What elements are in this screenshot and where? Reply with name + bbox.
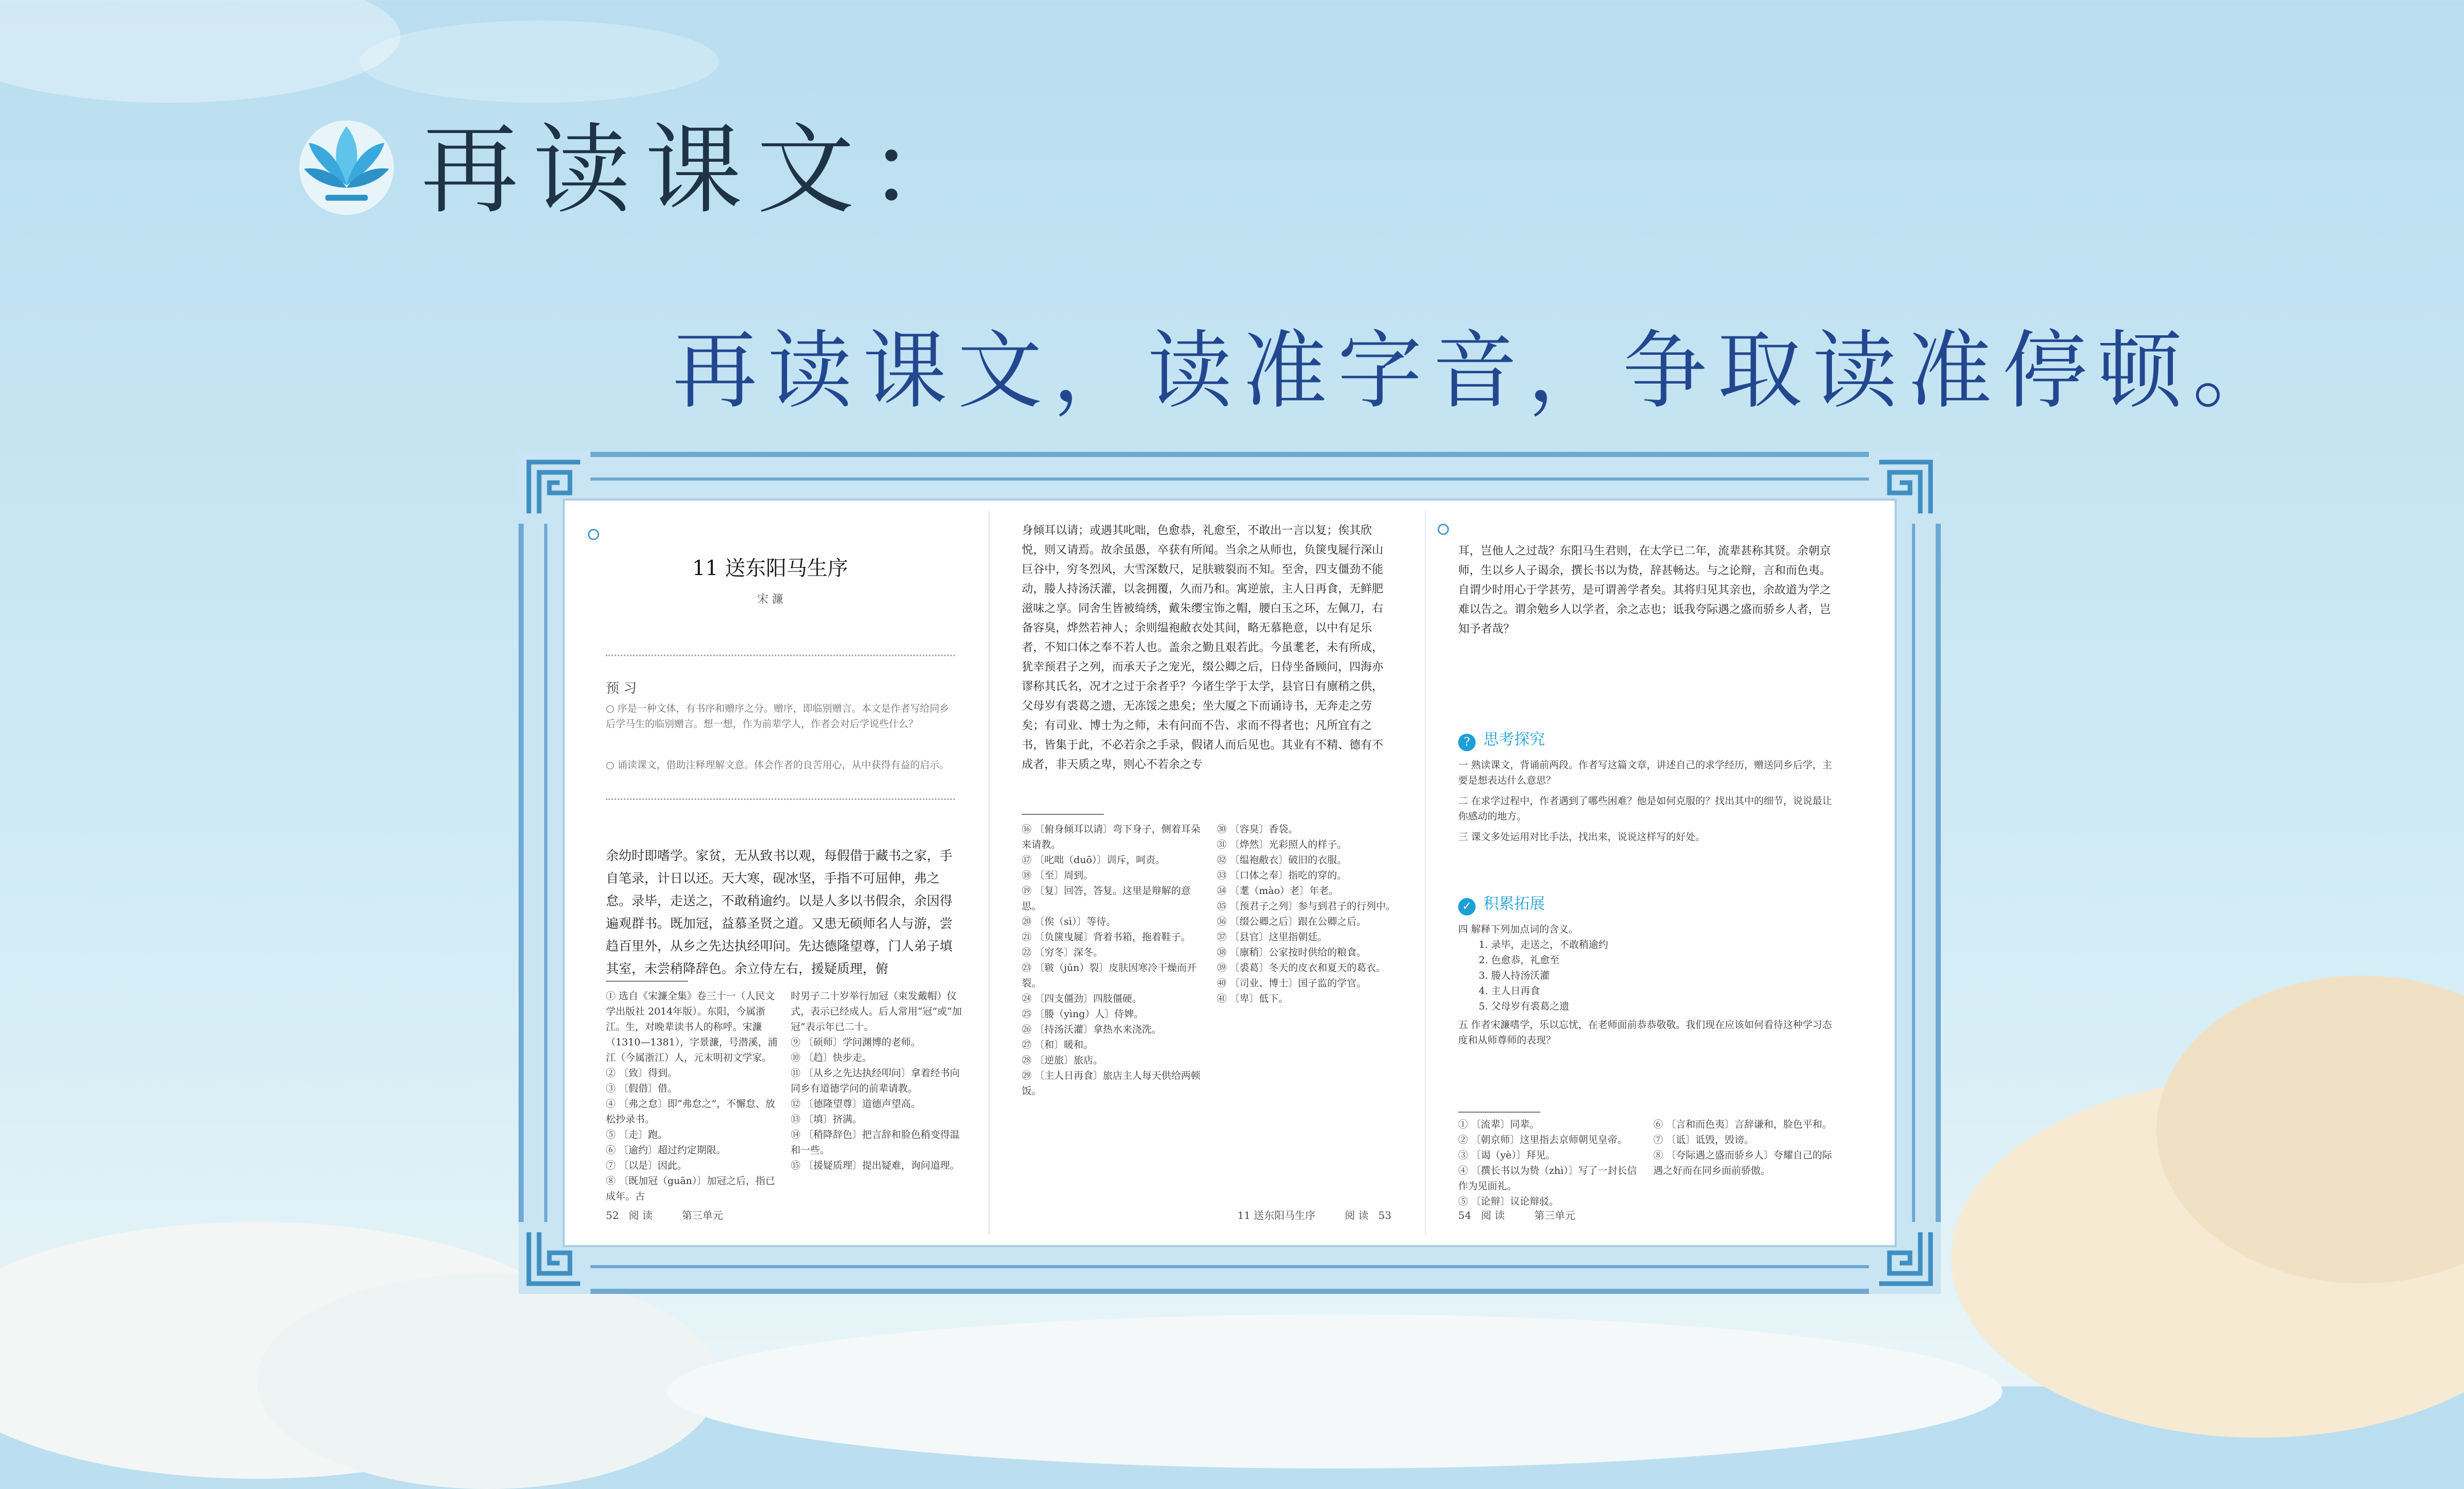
footnote: ㊲ 〔县官〕这里指朝廷。 bbox=[1217, 931, 1328, 943]
footer-read: 阅 读 bbox=[1345, 1209, 1369, 1221]
exercise-item: 4. 主人日再食 bbox=[1479, 985, 1540, 997]
footnote-rule bbox=[606, 981, 688, 982]
lotus-icon bbox=[288, 103, 406, 221]
page-footer bbox=[1458, 1207, 1575, 1222]
footer-label: 阅 读 bbox=[628, 1209, 653, 1221]
page-footer bbox=[1237, 1207, 1391, 1222]
footnote: ⑧ 〔既加冠（guān）〕加冠之后，指已成年。古 bbox=[606, 1175, 775, 1202]
footnote: ㊶ 〔卑〕低下。 bbox=[1217, 993, 1289, 1004]
exercise-item: 3. 媵人持汤沃灌 bbox=[1479, 970, 1550, 981]
leaf-icon: ✓ bbox=[1458, 898, 1476, 915]
footnote: ⑤ 〔论辩〕议论辩驳。 bbox=[1458, 1196, 1559, 1207]
page-52 bbox=[565, 501, 976, 1245]
footnote: ⑳ 〔俟（sì）〕等待。 bbox=[1022, 916, 1116, 927]
footnote: ㉕ 〔媵（yìng）人〕侍婢。 bbox=[1022, 1008, 1144, 1020]
exercise-item: 1. 录毕，走送之，不敢稍逾约 bbox=[1479, 939, 1609, 950]
page-53 bbox=[1001, 501, 1412, 1245]
page-gutter bbox=[1425, 511, 1426, 1235]
divider bbox=[606, 798, 955, 800]
think-items bbox=[1458, 757, 1833, 845]
footnote: ⑧ 〔夸际遇之盛而骄乡人〕夸耀自己的际遇之好而在同乡面前骄傲。 bbox=[1653, 1150, 1832, 1176]
preview-heading: 预 习 bbox=[606, 681, 637, 696]
footnote: ① 〔流辈〕同辈。 bbox=[1458, 1119, 1540, 1130]
footnote: ㉔ 〔四支僵劲〕四肢僵硬。 bbox=[1022, 993, 1142, 1004]
footnote: ⑪ 〔从乡之先达执经叩问〕拿着经书向同乡有道德学问的前辈请教。 bbox=[791, 1067, 960, 1094]
question-item: 三 课文多处运用对比手法，找出来，说说这样写的好处。 bbox=[1458, 831, 1706, 843]
footnote: ⑨ 〔硕师〕学问渊博的老师。 bbox=[791, 1037, 921, 1048]
page-footer bbox=[606, 1207, 723, 1222]
textbook-spread bbox=[565, 501, 1895, 1245]
footnote: ② 〔朝京师〕这里指去京师朝见皇帝。 bbox=[1458, 1134, 1628, 1146]
exercise-item: 5. 父母岁有裘葛之遗 bbox=[1479, 1001, 1570, 1012]
footnote: ⑦ 〔以是〕因此。 bbox=[606, 1160, 687, 1171]
footnote: ㉜ 〔缊袍敝衣〕破旧的衣服。 bbox=[1217, 854, 1347, 866]
footnote: ⑯ 〔俯身倾耳以请〕弯下身子，侧着耳朵来请教。 bbox=[1022, 824, 1201, 850]
page-number: 54 bbox=[1458, 1209, 1472, 1221]
footnote: ⑲ 〔复〕回答，答复。这里是辩解的意思。 bbox=[1022, 885, 1191, 912]
footnotes-mid-2 bbox=[1217, 822, 1402, 1006]
accum-heading-text: 积累拓展 bbox=[1483, 895, 1545, 913]
footnote: ⑭ 〔稍降辞色〕把言辞和脸色稍变得温和一些。 bbox=[791, 1129, 960, 1156]
slide-title: 再读课文： bbox=[421, 113, 981, 227]
footnote: ① 选自《宋濂全集》卷三十一（人民文学出版社 2014年版）。东阳，今属浙江。生，对晚辈读书人的称呼。宋濂（1310—1381），字景濂，号潜溪，浦江（今属浙江）人，元末明初文学家。 bbox=[606, 990, 778, 1063]
footnote: ④ 〔弗之怠〕即“弗怠之”，不懈怠、放松抄录书。 bbox=[606, 1098, 775, 1125]
footer-unit: 第三单元 bbox=[682, 1209, 723, 1221]
footnote: ⑫ 〔德隆望尊〕道德声望高。 bbox=[791, 1098, 921, 1110]
footnote: ㊵ 〔司业、博士〕国子监的学官。 bbox=[1217, 978, 1367, 989]
footnotes-left-2 bbox=[791, 988, 965, 1173]
chapter-title: 11 送东阳马生序 bbox=[692, 557, 848, 580]
footnote: ⑦ 〔诋〕诋毁，毁谤。 bbox=[1653, 1134, 1754, 1146]
footer-label: 阅 读 bbox=[1481, 1209, 1505, 1221]
footnote: ③ 〔假借〕借。 bbox=[606, 1083, 678, 1094]
footnotes-mid bbox=[1022, 822, 1207, 1099]
preview-text-1: ○ 序是一种文体，有书序和赠序之分。赠序，即临别赠言。本文是作者写给同乡后学马生的临别赠言。想一想，作为前辈学人，作者会对后学说些什么？ bbox=[606, 703, 949, 730]
think-heading-text: 思考探究 bbox=[1483, 731, 1545, 749]
footnote: ㉖ 〔持汤沃灌〕拿热水来浇洗。 bbox=[1022, 1024, 1162, 1035]
footnote: ㉙ 〔主人日再食〕旅店主人每天供给两顿饭。 bbox=[1022, 1070, 1201, 1097]
footnote: ③ 〔谒（yè）〕拜见。 bbox=[1458, 1150, 1556, 1161]
question-icon: ? bbox=[1458, 734, 1476, 751]
footnote-rule bbox=[1022, 814, 1104, 815]
accum-section-heading bbox=[1458, 891, 1545, 915]
footnote: ㉓ 〔皲（jūn）裂〕皮肤因寒冷干燥而开裂。 bbox=[1022, 962, 1197, 989]
page-marker-icon bbox=[1438, 524, 1449, 535]
footnote: ㉞ 〔耄（mào）老〕年老。 bbox=[1217, 885, 1339, 896]
footnote: ㉛ 〔烨然〕光彩照人的样子。 bbox=[1217, 839, 1347, 850]
background-cloud-top-mid bbox=[359, 21, 719, 103]
preview-text-2: ○ 诵读课文，借助注释理解文意。体会作者的良苦用心，从中获得有益的启示。 bbox=[606, 759, 949, 771]
footer-unit: 第三单元 bbox=[1534, 1209, 1576, 1221]
footnote: ⑤ 〔走〕跑。 bbox=[606, 1129, 668, 1140]
page-gutter bbox=[988, 511, 990, 1235]
footnote: ㉑ 〔负箧曳屣〕背着书箱，拖着鞋子。 bbox=[1022, 931, 1191, 943]
footnote: ㉝ 〔口体之奉〕指吃的穿的。 bbox=[1217, 870, 1347, 881]
author-name: 宋 濂 bbox=[757, 593, 784, 606]
think-section-heading bbox=[1458, 727, 1545, 751]
exercise-item: 2. 色愈恭，礼愈至 bbox=[1479, 955, 1560, 966]
footnote: ⑬ 〔填〕挤满。 bbox=[791, 1114, 863, 1125]
footnote: ⑩ 〔趋〕快步走。 bbox=[791, 1052, 872, 1063]
footnote: ㊴ 〔裘葛〕冬天的皮衣和夏天的葛衣。 bbox=[1217, 962, 1386, 973]
body-text-left: 余幼时即嗜学。家贫，无从致书以观，每假借于藏书之家，手自笔录，计日以还。天大寒，砚冰坚，手指不可屈伸，弗之怠。录毕，走送之，不敢稍逾约。以是人多以书假余，余因得遍观群书。既加冠，益慕圣贤之道。又患无硕师名人与游，尝趋百里外，从乡之先达执经叩问。先达德隆望尊，门人弟子填其室，未尝稍降辞色。余立侍左右，援疑质理，俯 bbox=[606, 848, 953, 976]
footnotes-left bbox=[606, 988, 780, 1204]
footnotes-right bbox=[1458, 1117, 1643, 1209]
footnote: ⑮ 〔援疑质理〕提出疑难，询问道理。 bbox=[791, 1160, 960, 1171]
footnote: ㉒ 〔穷冬〕深冬。 bbox=[1022, 947, 1103, 958]
instruction-text: 再读课文，读准字音，争取读准停顿。 bbox=[673, 321, 2287, 420]
footnote: ㉗ 〔和〕暖和。 bbox=[1022, 1039, 1094, 1051]
footnote: ⑥ 〔逾约〕超过约定期限。 bbox=[606, 1144, 727, 1156]
page-number: 52 bbox=[606, 1209, 619, 1221]
slide-title-bar bbox=[288, 95, 981, 228]
footnote: ④ 〔撰长书以为贽（zhì）〕写了一封长信作为见面礼。 bbox=[1458, 1165, 1637, 1192]
footnote: ② 〔致〕得到。 bbox=[606, 1067, 678, 1079]
accum-items bbox=[1458, 922, 1833, 1048]
footnote: ㊳ 〔廪稍〕公家按时供给的粮食。 bbox=[1217, 947, 1367, 958]
exercise-intro: 四 解释下列加点词的含义。 bbox=[1458, 924, 1579, 935]
footnote-rule bbox=[1458, 1112, 1540, 1113]
question-item: 一 熟读课文，背诵前两段。作者写这篇文章，讲述自己的求学经历，赠送同乡后学，主要是想表达什么意思？ bbox=[1458, 759, 1832, 786]
background-cloud-bottom-mid bbox=[667, 1314, 2002, 1468]
footnote: ㊱ 〔缀公卿之后〕跟在公卿之后。 bbox=[1217, 916, 1367, 927]
background-cloud-bottom-left-2 bbox=[257, 1273, 719, 1489]
footnote: 时男子二十岁举行加冠（束发戴帽）仪式，表示已经成人。后人常用“冠”或“加冠”表示年已二十。 bbox=[791, 990, 962, 1033]
footnote: ⑥ 〔言和而色夷〕言辞谦和，脸色平和。 bbox=[1653, 1119, 1832, 1130]
page-number: 53 bbox=[1378, 1209, 1391, 1221]
body-text-middle: 身倾耳以请；或遇其叱咄，色愈恭，礼愈至，不敢出一言以复；俟其欣悦，则又请焉。故余虽愚，卒获有所闻。当余之从师也，负箧曳屣行深山巨谷中，穷冬烈风，大雪深数尺，足肤皲裂而不知。至舍，四支僵劲不能动，媵人持汤沃灌，以衾拥覆，久而乃和。寓逆旅，主人日再食，无鲜肥滋味之享。同舍生皆被绮绣，戴朱缨宝饰之帽，腰白玉之环，左佩刀，右备容臭，烨然若神人；余则缊袍敝衣处其间，略无慕艳意，以中有足乐者，不知口体之奉不若人也。盖余之勤且艰若此。今虽耄老，未有所成，犹幸预君子之列，而承天子之宠光，缀公卿之后，日侍坐备顾问，四海亦谬称其氏名，况才之过于余者乎？今诸生学于太学，县官日有廪稍之供，父母岁有裘葛之遗，无冻馁之患矣；坐大厦之下而诵诗书，无奔走之劳矣；有司业、博士为之师，未有问而不告、求而不得者也；凡所宜有之书，皆集于此，不必若余之手录，假诸人而后见也。其业有不精、德有不成者，非天质之卑，则心不若余之专 bbox=[1022, 524, 1384, 771]
footnote: ⑰ 〔叱咄（duō）〕训斥，呵责。 bbox=[1022, 854, 1166, 866]
footnotes-right-2 bbox=[1653, 1117, 1838, 1178]
question-item: 二 在求学过程中，作者遇到了哪些困难？他是如何克服的？找出其中的细节，说说最让你感动的地方。 bbox=[1458, 795, 1832, 822]
exercise-item: 五 作者宋濂嗜学，乐以忘忧，在老师面前恭恭敬敬。我们现在应该如何看待这种学习态度和从师尊师的表现？ bbox=[1458, 1019, 1832, 1046]
footnote: ⑱ 〔至〕周到。 bbox=[1022, 870, 1094, 881]
footnote: ㉘ 〔逆旅〕旅店。 bbox=[1022, 1055, 1103, 1066]
footer-label: 11 送东阳马生序 bbox=[1237, 1209, 1315, 1221]
page-marker-icon bbox=[588, 529, 599, 540]
footnote: ㉚ 〔容臭〕香袋。 bbox=[1217, 824, 1298, 835]
background-cloud-top-left bbox=[0, 0, 400, 103]
divider bbox=[606, 655, 955, 656]
footnote: ㉟ 〔预君子之列〕参与到君子的行列中。 bbox=[1217, 901, 1396, 912]
page-54 bbox=[1438, 501, 1874, 1245]
body-text-right: 耳，岂他人之过哉？东阳马生君则，在太学已二年，流辈甚称其贤。余朝京师，生以乡人子谒余，撰长书以为贽，辞甚畅达。与之论辩，言和而色夷。自谓少时用心于学甚劳，是可谓善学者矣。其将归见其亲也，余故道为学之难以告之。谓余勉乡人以学者，余之志也；诋我夸际遇之盛而骄乡人者，岂知予者哉？ bbox=[1458, 545, 1831, 636]
